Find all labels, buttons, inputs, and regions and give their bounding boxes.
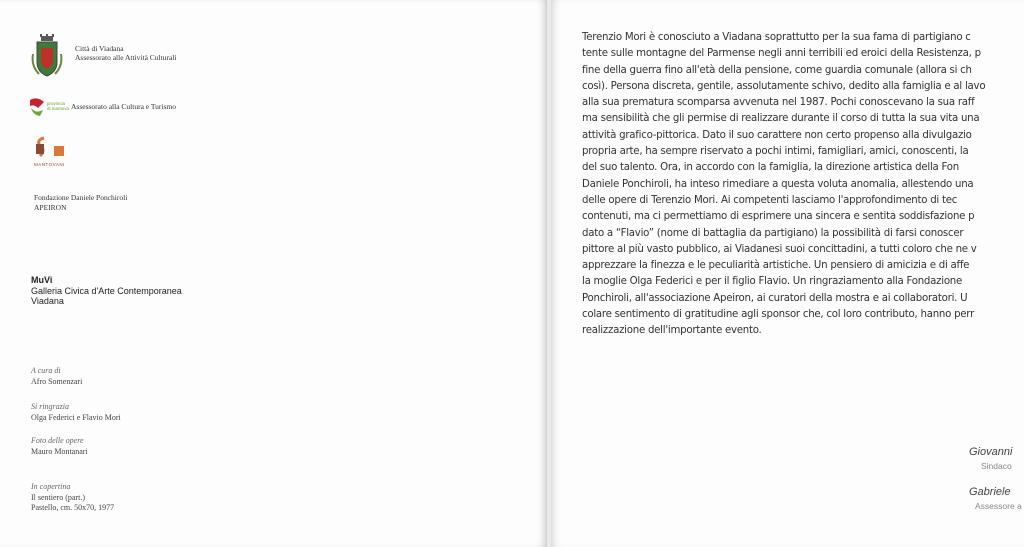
logo-line: Assessorato alle Attività Culturali (75, 53, 177, 62)
fondazione-ponchiroli-block (34, 193, 127, 213)
paragraph-line: Terenzio Mori è conosciuto a Viadana soprattutto per la sua fama di partigiano c (582, 32, 971, 43)
logo-line: Città di Viadana (75, 44, 124, 53)
provincia-mantova-logo-icon (28, 96, 46, 116)
credit-value: Il sentiero (part.) (31, 492, 85, 502)
paragraph-line: fine della guerra fino all'età della pensione, come guardia comunale (allora si ch (582, 64, 972, 76)
venue-line: Galleria Civica d'Arte Contemporanea (31, 285, 182, 296)
paragraph-line: ma sensibilità che gli permise di realizzare durante il corso di tutta la sua vita una (582, 113, 980, 125)
paragraph-line: la moglie Olga Federici e per il figlio Flavio. Un ringraziamento alla Fondazione (582, 276, 963, 288)
paragraph-line: apprezzare la finezza e le peculiarità artistiche. Un pensiero di amicizia e di affe (582, 260, 970, 272)
logo-line: Fondazione Daniele Ponchiroli (34, 193, 128, 202)
provincia-logo-text: provincia di mantova (47, 101, 70, 111)
body-paragraph (582, 30, 1024, 340)
credit-label: A cura di (31, 366, 61, 375)
credit-thanks (31, 402, 121, 423)
credit-value: Afro Somenzari (31, 376, 83, 386)
credit-value: Pastello, cm. 50x70, 1977 (31, 503, 115, 512)
paragraph-line: Ponchiroli, all'associazione Apeiron, ai curatori della mostra e ai collaboratori. U (582, 292, 968, 304)
credit-photos (31, 436, 88, 457)
credit-label: Si ringrazia (31, 402, 70, 411)
paragraph-line: alla sua prematura scomparsa avvenuta nel 1987. Pochi conoscevano la sua raff (582, 97, 975, 109)
paragraph-line: del suo talento. Ora, in accordo con la famiglia, la direzione artistica della Fon (582, 162, 959, 174)
coat-of-arms-icon (31, 34, 63, 78)
paragraph-line: propria arte, ha sempre riservato a pochi intimi, famigliari, amici, conoscenti, la (582, 146, 969, 158)
venue-name: MuVi (31, 275, 53, 285)
paragraph-line: colare sentimento di gratitudine agli sponsor che, col loro contributo, hanno perr (582, 309, 975, 321)
paragraph-line: realizzazione dell'importante evento. (582, 325, 762, 337)
credit-value: Olga Federici e Flavio Mori (31, 412, 121, 422)
signature-name: Gabriele (969, 486, 1011, 498)
paragraph-line: tente sulle montagne del Parmense negli anni terribili ed eroici della Resistenza, p (582, 48, 981, 60)
credit-label: In copertina (31, 482, 71, 491)
logo-citta-viadana (31, 34, 176, 78)
paragraph-line: dato a “Flavio” (nome di battaglia da partigiano) la possibilità di farsi conoscer (582, 227, 964, 239)
paragraph-line: contenuti, ma ci permettiamo di esprimere una sincera e sentita soddisfazione p (582, 211, 975, 223)
signature-name: Giovanni (969, 446, 1013, 458)
logo-fondazione-mantovani (34, 136, 68, 167)
credit-value: Mauro Montanari (31, 446, 88, 456)
credit-curator (31, 366, 82, 387)
right-page (551, 0, 1024, 547)
signature-role: Sindaco (981, 461, 1012, 471)
signature-role: Assessore a (975, 501, 1022, 511)
mantovani-logo-text: MANTOVANI (34, 162, 65, 167)
paragraph-line: così). Persona discreta, gentile, assolutamente schivo, dedito alla famiglia e al lavo (582, 80, 986, 92)
fondazione-mantovani-logo-icon (34, 136, 68, 162)
paragraph-line: delle opere di Terenzio Mori. Ai competenti lasciamo l'approfondimento di tec (582, 194, 958, 206)
logo-line: APEIRON (34, 203, 67, 212)
venue-line: Viadana (31, 296, 64, 306)
credit-label: Foto delle opere (31, 436, 84, 445)
paragraph-line: Daniele Ponchiroli, ha inteso rimediare a questa voluta anomalia, allestendo una (582, 178, 974, 190)
credit-cover (31, 482, 114, 514)
paragraph-line: pittore al più vasto pubblico, ai Viadanesi suoi concittadini, a tutti coloro che ne v (582, 243, 977, 255)
venue-block (31, 275, 182, 307)
logo-provincia-mantova (28, 96, 176, 116)
paragraph-line: attività grafico-pittorica. Dato il suo carattere non certo propenso alla divulgazio (582, 129, 972, 141)
logo-line: Assessorato alla Cultura e Turismo (71, 101, 176, 111)
